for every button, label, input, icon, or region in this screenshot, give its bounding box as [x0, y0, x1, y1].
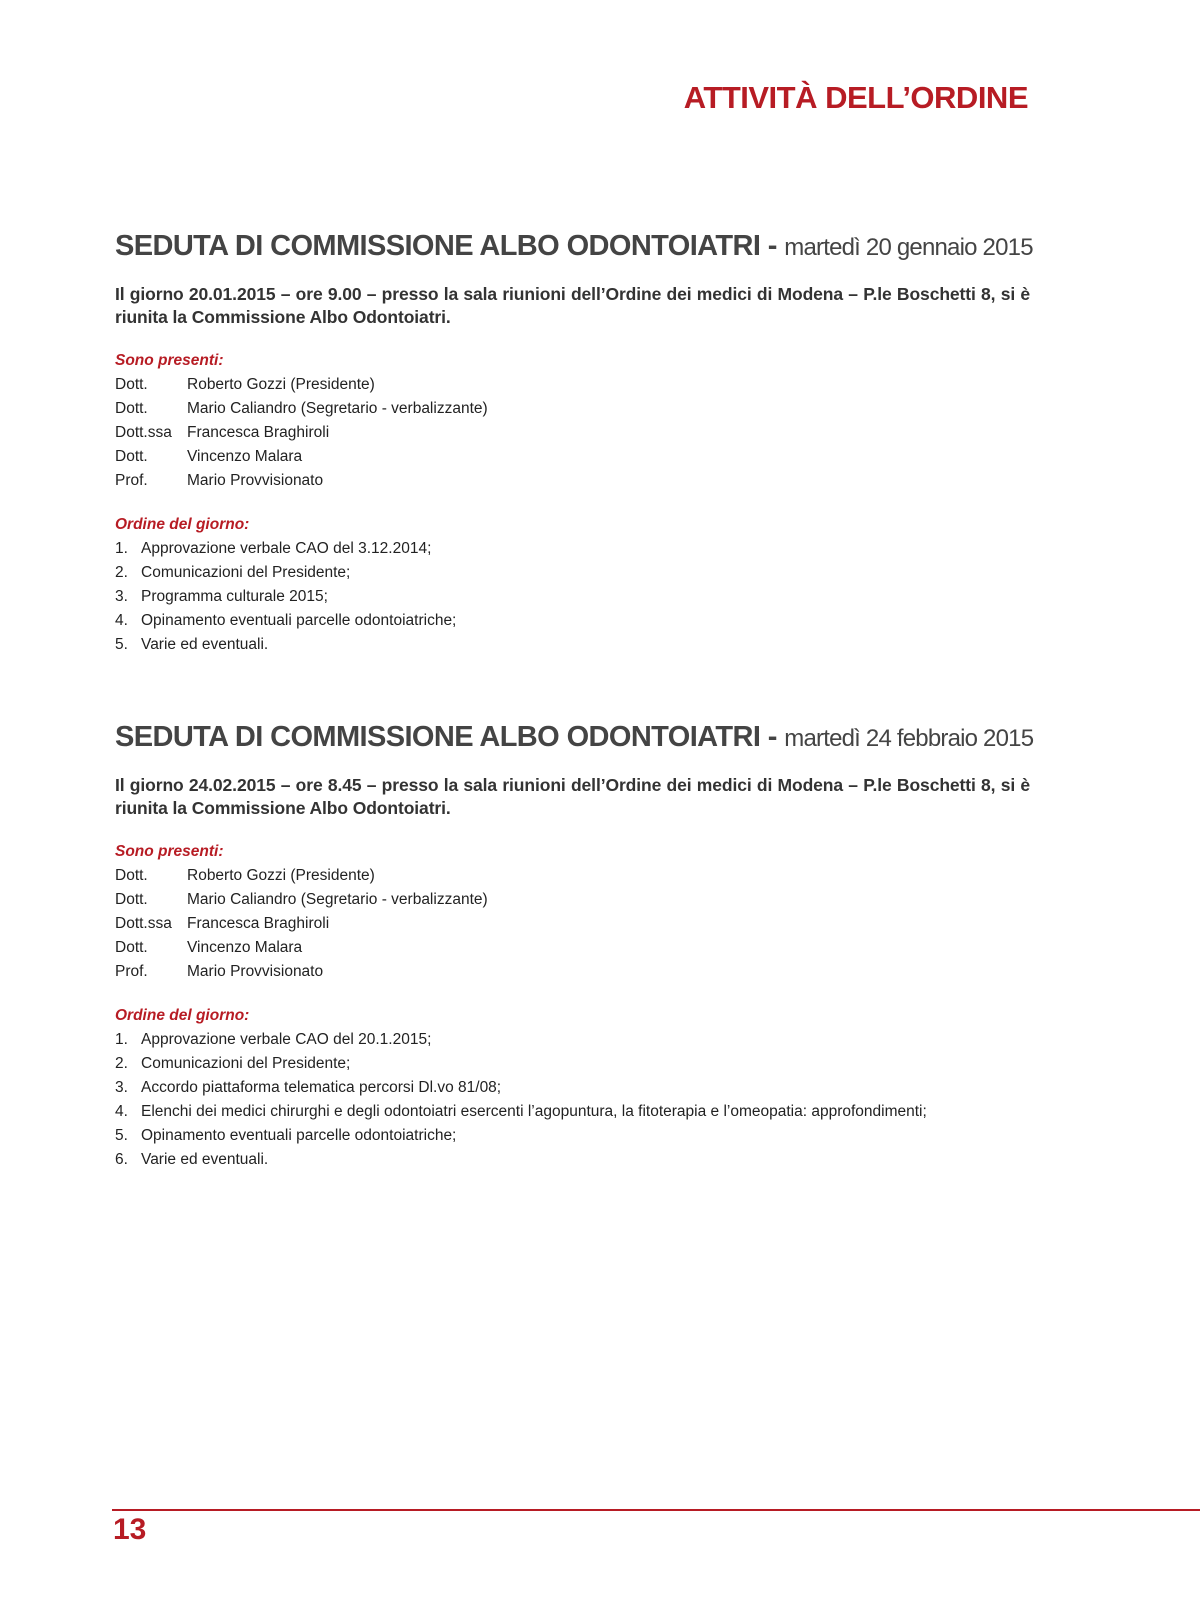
meeting-section-1: [115, 226, 1033, 657]
agenda-text: Varie ed eventuali.: [141, 1151, 269, 1168]
section-heading: [115, 717, 1034, 757]
section-heading-date: martedì 20 gennaio 2015: [784, 234, 1033, 261]
agenda-number: 5.: [115, 636, 128, 653]
agenda-number: 1.: [115, 1031, 128, 1048]
person-title: Dott.: [115, 448, 148, 465]
section-intro: Il giorno 24.02.2015 – ore 8.45 – presso la sala riunioni dell’Ordine dei medici di Modena – P.le Boschetti 8, si è riunita la Commissione Albo Odontoiatri.: [115, 775, 1030, 818]
agenda-number: 4.: [115, 1103, 128, 1120]
agenda-text: Comunicazioni del Presidente;: [141, 564, 351, 581]
person-title: Dott.: [115, 400, 148, 417]
list-item: [115, 1124, 1030, 1148]
person-title: Dott.: [115, 939, 148, 956]
person-name: Mario Caliandro (Segretario - verbalizzante): [187, 891, 488, 908]
list-item: [115, 912, 1030, 936]
list-item: [115, 469, 1030, 493]
section-heading-date: martedì 24 febbraio 2015: [784, 725, 1034, 752]
present-label: Sono presenti:: [115, 843, 224, 860]
section-heading-separator: -: [760, 721, 785, 753]
list-item: [115, 537, 1030, 561]
agenda-number: 1.: [115, 540, 128, 557]
agenda-number: 6.: [115, 1151, 128, 1168]
agenda-number: 2.: [115, 564, 128, 581]
present-list: [115, 373, 1030, 493]
person-title: Dott.ssa: [115, 424, 172, 441]
present-label: Sono presenti:: [115, 352, 224, 369]
page-number: 13: [113, 1513, 147, 1546]
person-name: Mario Provvisionato: [187, 472, 324, 489]
agenda-number: 3.: [115, 1079, 128, 1096]
agenda-text: Varie ed eventuali.: [141, 636, 269, 653]
agenda-text: Accordo piattaforma telematica percorsi Dl.vo 81/08;: [141, 1079, 502, 1096]
list-item: [115, 1148, 1030, 1172]
agenda-number: 3.: [115, 588, 128, 605]
person-name: Vincenzo Malara: [187, 448, 303, 465]
list-item: [115, 864, 1030, 888]
agenda-number: 5.: [115, 1127, 128, 1144]
person-title: Prof.: [115, 472, 148, 489]
agenda-number: 4.: [115, 612, 128, 629]
person-name: Vincenzo Malara: [187, 939, 303, 956]
section-intro: Il giorno 20.01.2015 – ore 9.00 – presso la sala riunioni dell’Ordine dei medici di Modena – P.le Boschetti 8, si è riunita la Commissione Albo Odontoiatri.: [115, 284, 1030, 327]
list-item: [115, 421, 1030, 445]
agenda-text: Opinamento eventuali parcelle odontoiatriche;: [141, 612, 457, 629]
agenda-text: Approvazione verbale CAO del 3.12.2014;: [141, 540, 432, 557]
agenda-list: [115, 537, 1030, 657]
person-title: Prof.: [115, 963, 148, 980]
section-heading: [115, 226, 1033, 266]
person-title: Dott.ssa: [115, 915, 172, 932]
person-title: Dott.: [115, 376, 148, 393]
agenda-text: Opinamento eventuali parcelle odontoiatriche;: [141, 1127, 457, 1144]
list-item: [115, 397, 1030, 421]
list-item: [115, 888, 1030, 912]
person-name: Mario Provvisionato: [187, 963, 324, 980]
list-item: [115, 633, 1030, 657]
section-heading-main: SEDUTA DI COMMISSIONE ALBO ODONTOIATRI: [115, 230, 761, 262]
meeting-section-2: [115, 717, 1034, 1172]
section-heading-main: SEDUTA DI COMMISSIONE ALBO ODONTOIATRI: [115, 721, 761, 753]
agenda-label: Ordine del giorno:: [115, 1007, 250, 1024]
list-item: [115, 1028, 1030, 1052]
page-header-title: ATTIVITÀ DELL’ORDINE: [683, 80, 1028, 115]
person-name: Roberto Gozzi (Presidente): [187, 376, 375, 393]
footer-divider: [112, 1509, 1200, 1511]
person-name: Roberto Gozzi (Presidente): [187, 867, 375, 884]
section-heading-separator: -: [760, 230, 785, 262]
list-item: [115, 960, 1030, 984]
agenda-number: 2.: [115, 1055, 128, 1072]
list-item: [115, 936, 1030, 960]
list-item: [115, 561, 1030, 585]
list-item: [115, 1052, 1030, 1076]
list-item: [115, 1076, 1030, 1100]
list-item: [115, 609, 1030, 633]
person-name: Francesca Braghiroli: [187, 915, 330, 932]
list-item: [115, 373, 1030, 397]
agenda-text: Approvazione verbale CAO del 20.1.2015;: [141, 1031, 432, 1048]
person-name: Francesca Braghiroli: [187, 424, 330, 441]
agenda-text: Programma culturale 2015;: [141, 588, 328, 605]
agenda-text: Elenchi dei medici chirurghi e degli odontoiatri esercenti l’agopuntura, la fitoterapia e l’omeopatia: approfondimenti;: [141, 1103, 927, 1120]
list-item: [115, 585, 1030, 609]
list-item: [115, 445, 1030, 469]
present-list: [115, 864, 1030, 984]
person-title: Dott.: [115, 891, 148, 908]
list-item: [115, 1100, 1030, 1124]
person-title: Dott.: [115, 867, 148, 884]
agenda-text: Comunicazioni del Presidente;: [141, 1055, 351, 1072]
person-name: Mario Caliandro (Segretario - verbalizzante): [187, 400, 488, 417]
agenda-label: Ordine del giorno:: [115, 516, 250, 533]
agenda-list: [115, 1028, 1030, 1172]
